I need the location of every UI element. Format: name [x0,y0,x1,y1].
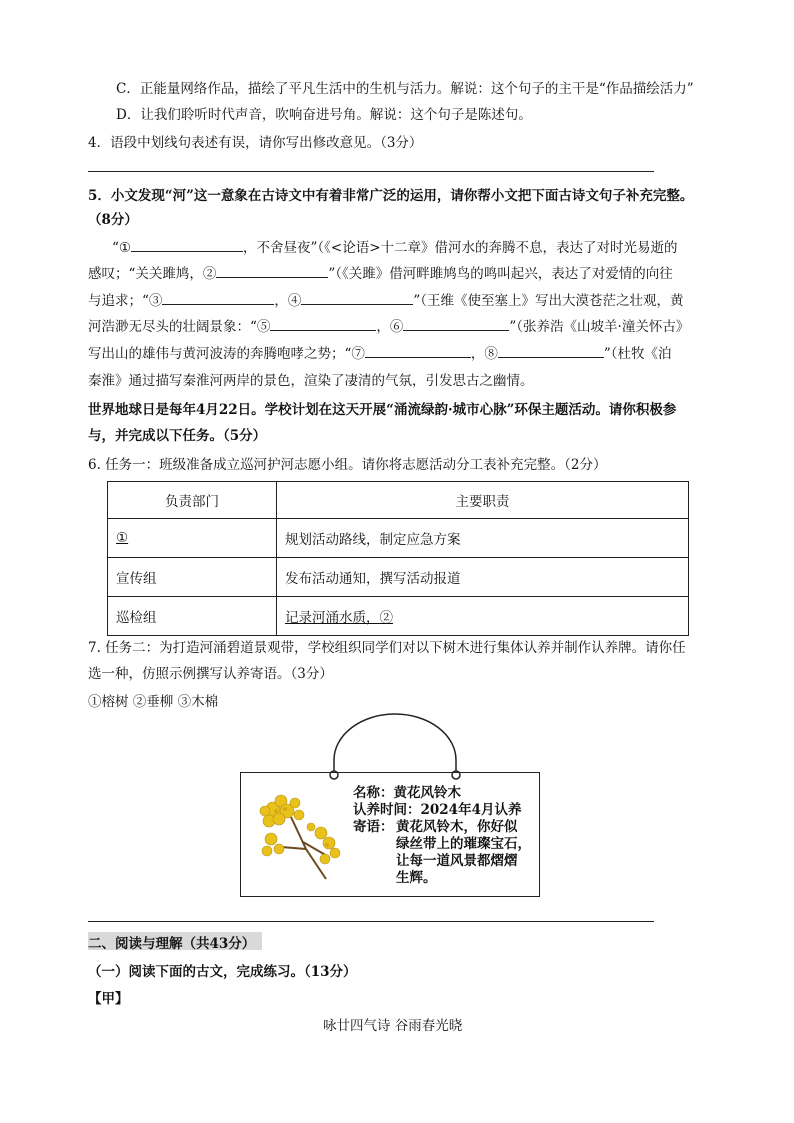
q5-text: ”（王维《使至塞上》写出大漠苍茫之壮观，黄 [413,293,684,309]
q5-text: ，⑥ [376,319,404,335]
q4-answer-line[interactable] [88,171,654,172]
q5-text: ，④ [274,293,302,309]
blank-8[interactable] [498,343,604,358]
q5-text: ”（《关雎》借河畔雎鸠鸟的鸣叫起兴，表达了对爱情的向往 [328,266,673,282]
section-sub: （一）阅读下面的古文，完成练习。（13分） [88,964,357,980]
q5-text: “① [112,240,132,256]
q7-prompt-2: 选一种，仿照示例撰写认养寄语。（3分） [88,666,333,682]
earth-day-intro-2: 与，并完成以下任务。（5分） [88,428,267,444]
table-header: 主要职责 [277,482,689,519]
card-name: 名称：黄花风铃木 [353,785,461,801]
card-time: 认养时间：2024年4月认养 [353,802,522,818]
q5-text: 与追求；“③ [88,293,163,309]
option-c: C．正能量网络作品，描绘了平凡生活中的生机与活力。解说：这个句子的主干是“作品描绘活力” [116,81,694,97]
q7-options: ①榕树 ②垂柳 ③木棉 [88,694,219,710]
q5-text: 河浩渺无尽头的壮阔景象：“⑤ [88,319,271,335]
table-cell-blank-1[interactable]: ① [108,519,277,558]
table-header: 负责部门 [108,482,277,519]
q5-line-3 [88,289,684,309]
table-row [108,558,689,597]
card-message-line: 生辉。 [396,870,437,886]
table-cell: 规划活动路线，制定应急方案 [277,519,689,558]
blank-5[interactable] [270,316,376,331]
option-d: D．让我们聆听时代声音，吹响奋进号角。解说：这个句子是陈述句。 [116,107,532,123]
table-cell: 巡检组 [108,597,277,636]
section-title: 二、阅读与理解（共43分） [88,936,256,952]
passage-jia-label: 【甲】 [88,991,129,1007]
table-cell-blank-2[interactable]: 记录河涌水质，② [277,597,689,636]
card-message-label: 寄语： [353,819,394,835]
q5-text: ，⑧ [470,346,498,362]
q5-score: （8分） [88,212,138,228]
q6-prompt: 6. 任务一：班级准备成立巡河护河志愿小组。请你将志愿活动分工表补充完整。（2分） [88,457,607,473]
blank-7[interactable] [365,343,471,358]
q5-text: 感叹；“关关雎鸠，② [88,266,217,282]
earth-day-intro: 世界地球日是每年4月22日。学校计划在这天开展“涌流绿韵·城市心脉”环保主题活动。请你积极参 [88,402,677,418]
blank-1[interactable] [131,237,243,252]
card-message-line: 让每一道风景都熠熠 [396,853,518,869]
card-message-line: 绿丝带上的璀璨宝石， [396,836,531,852]
q5-text: 写出山的雄伟与黄河波涛的奔腾咆哮之势；“⑦ [88,346,365,362]
q5-line-1 [112,236,678,256]
table-row [108,597,689,636]
blank-6[interactable] [403,316,509,331]
adoption-card [240,772,540,897]
table-row [108,519,689,558]
blank-3[interactable] [162,290,274,305]
table-cell: 宣传组 [108,558,277,597]
table-cell: 发布活动通知，撰写活动报道 [277,558,689,597]
q5-line-5 [88,342,672,362]
card-message-line: 黄花风铃木，你好似 [396,819,518,835]
table-header-row [108,482,689,519]
yellow-flower-icon [251,787,351,887]
q5-line-6: 秦淮》通过描写秦淮河两岸的景色，渲染了凄清的气氛，引发思古之幽情。 [88,373,534,389]
blank-4[interactable] [301,290,413,305]
q5-line-4 [88,315,689,335]
q5-text: ”（张养浩《山坡羊·潼关怀古》 [509,319,690,335]
poem-title: 咏廿四气诗 谷雨春光晓 [323,1018,463,1034]
q5-heading: 5．小文发现“河”这一意象在古诗文中有着非常广泛的运用，请你帮小文把下面古诗文句子补充完整。 [88,188,694,204]
blank-2[interactable] [216,263,328,278]
q5-text: ”（杜牧《泊 [603,346,672,362]
q7-prompt: 7. 任务二：为打造河涌碧道景观带，学校组织同学们对以下树木进行集体认养并制作认养牌。请你任 [88,640,686,656]
q5-line-2 [88,262,673,282]
section-divider [88,921,654,922]
q5-text: ，不舍昼夜”（《<论语>十二章》借河水的奔腾不息，表达了对时光易逝的 [243,240,678,256]
duty-table [107,481,689,636]
q4-prompt: 4．语段中划线句表述有误，请你写出修改意见。（3分） [88,135,423,151]
